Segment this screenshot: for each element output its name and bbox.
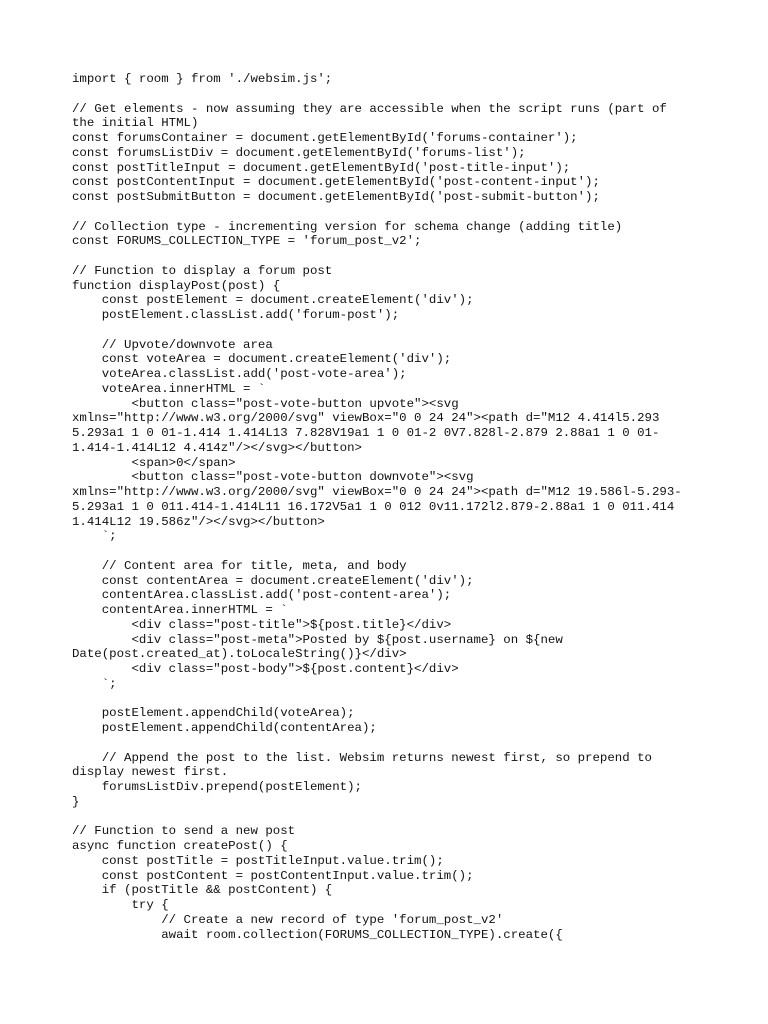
code-line: const postTitle = postTitleInput.value.trim(); — [72, 853, 444, 868]
code-line: <button class="post-vote-button downvote"><svg — [72, 470, 474, 485]
code-line: const postElement = document.createElement('div'); — [72, 293, 474, 308]
code-line: await room.collection(FORUMS_COLLECTION_TYPE).create({ — [72, 927, 563, 942]
code-line — [72, 736, 696, 751]
code-line: <span>0</span> — [72, 455, 236, 470]
code-line: const postSubmitButton = document.getElementById('post-submit-button'); — [72, 190, 600, 204]
code-line: voteArea.innerHTML = ` — [72, 381, 266, 396]
code-line: postElement.classList.add('forum-post'); — [72, 308, 400, 322]
code-line — [72, 323, 696, 338]
code-line: function displayPost(post) { — [72, 278, 281, 293]
code-line: the initial HTML) — [72, 116, 199, 131]
code-line: 1.414L12 19.586z"/></svg></button> — [72, 514, 325, 529]
code-line: `; — [72, 676, 117, 691]
code-line: const postContentInput = document.getElementById('post-content-input'); — [72, 175, 600, 190]
code-line: <div class="post-title">${post.title}</div> — [72, 617, 452, 632]
code-line: <button class="post-vote-button upvote"><svg — [72, 396, 459, 411]
code-line — [72, 692, 696, 707]
code-line: // Content area for title, meta, and body — [72, 558, 407, 573]
code-line: contentArea.innerHTML = ` — [72, 603, 288, 617]
code-line — [72, 205, 696, 220]
code-line: const FORUMS_COLLECTION_TYPE = 'forum_post_v2'; — [72, 234, 422, 249]
code-line — [72, 544, 696, 559]
code-line: 5.293a1 1 0 01-1.414 1.414L13 7.828V19a1 1 0 01-2 0V7.828l-2.879 2.88a1 1 0 01- — [72, 426, 660, 440]
code-line — [72, 810, 696, 825]
code-line: const contentArea = document.createElement('div'); — [72, 573, 474, 588]
code-line: try { — [72, 898, 169, 912]
code-line: // Create a new record of type 'forum_post_v2' — [72, 912, 504, 927]
code-line: const forumsListDiv = document.getElementById('forums-list'); — [72, 145, 526, 160]
code-line: // Function to display a forum post — [72, 263, 333, 278]
code-line: const postContent = postContentInput.value.trim(); — [72, 868, 474, 883]
code-line: display newest first. — [72, 765, 229, 780]
code-line: const postTitleInput = document.getElementById('post-title-input'); — [72, 160, 571, 175]
code-line: xmlns="http://www.w3.org/2000/svg" viewBox="0 0 24 24"><path d="M12 19.586l-5.293- — [72, 485, 682, 499]
code-line: <div class="post-meta">Posted by ${post.username} on ${new — [72, 632, 563, 647]
code-line: // Function to send a new post — [72, 824, 296, 839]
code-line: // Get elements - now assuming they are accessible when the script runs (part of — [72, 101, 667, 116]
code-line: import { room } from './websim.js'; — [72, 72, 333, 86]
code-line: forumsListDiv.prepend(postElement); — [72, 780, 362, 794]
code-line: `; — [72, 529, 117, 544]
code-line: postElement.appendChild(contentArea); — [72, 721, 377, 735]
code-line: 5.293a1 1 0 011.414-1.414L11 16.172V5a1 1 0 012 0v11.172l2.879-2.88a1 1 0 011.414 — [72, 499, 675, 514]
code-line: postElement.appendChild(voteArea); — [72, 706, 355, 721]
code-line: voteArea.classList.add('post-vote-area'); — [72, 367, 407, 381]
code-line — [72, 87, 696, 102]
code-line: // Collection type - incrementing version for schema change (adding title) — [72, 219, 623, 234]
code-line: // Upvote/downvote area — [72, 337, 273, 352]
code-line: } — [72, 794, 80, 809]
code-line: const forumsContainer = document.getElementById('forums-container'); — [72, 131, 578, 145]
code-line: // Append the post to the list. Websim returns newest first, so prepend to — [72, 750, 652, 765]
code-line: async function createPost() { — [72, 839, 288, 853]
code-line: 1.414-1.414L12 4.414z"/></svg></button> — [72, 440, 362, 455]
code-line: contentArea.classList.add('post-content-area'); — [72, 588, 452, 603]
code-line: if (postTitle && postContent) { — [72, 883, 333, 898]
code-line: Date(post.created_at).toLocaleString()}</div> — [72, 647, 407, 662]
code-document — [72, 72, 696, 942]
code-line: xmlns="http://www.w3.org/2000/svg" viewBox="0 0 24 24"><path d="M12 4.414l5.293 — [72, 411, 660, 426]
code-line: const voteArea = document.createElement('div'); — [72, 352, 452, 367]
code-line — [72, 249, 696, 264]
code-line: <div class="post-body">${post.content}</div> — [72, 662, 459, 676]
